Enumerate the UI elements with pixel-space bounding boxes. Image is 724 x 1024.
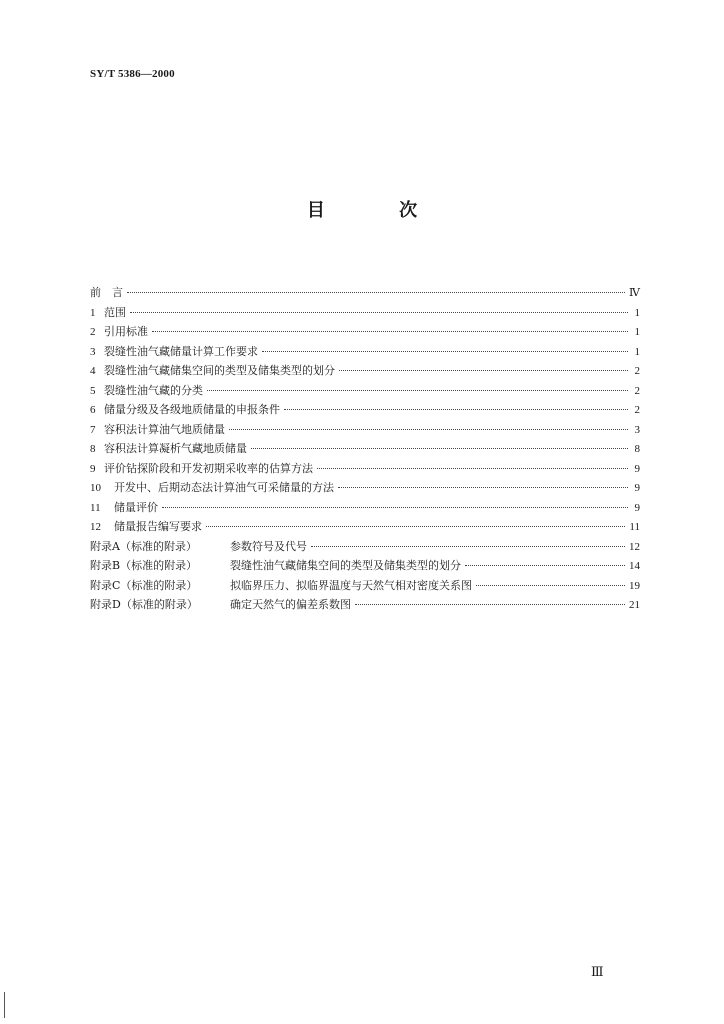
toc-title: 目 次	[306, 200, 452, 221]
appendix-label: 参数符号及代号	[230, 539, 307, 553]
toc-entry-page: 9	[634, 462, 640, 475]
toc-entry-4[interactable]	[90, 361, 640, 381]
toc-entry-number: 5	[90, 384, 96, 397]
dot-leader	[476, 585, 625, 586]
toc-entry-12[interactable]	[90, 517, 640, 537]
toc-entry-number: 1	[90, 306, 96, 319]
toc-entry-label: 引用标准	[104, 325, 148, 338]
toc-entry-number: 3	[90, 345, 96, 358]
appendix-label: 拟临界压力、拟临界温度与天然气相对密度关系图	[230, 578, 472, 592]
toc-entry-number: 9	[90, 462, 96, 475]
toc-appendix-a[interactable]	[90, 537, 640, 557]
toc-entry-number: 6	[90, 404, 96, 416]
toc-entry-page: 9	[634, 501, 640, 514]
toc-entry-label: 裂缝性油气藏的分类	[104, 383, 203, 397]
toc-entry-number: 11	[90, 501, 101, 514]
toc-entry-11[interactable]	[90, 498, 640, 518]
standard-code: SY/T 5386—2000	[90, 68, 175, 80]
dot-leader	[206, 526, 625, 527]
dot-leader	[317, 468, 628, 469]
dot-leader	[207, 390, 628, 391]
toc-entry-number: 12	[90, 521, 101, 533]
toc-entry-page: 1	[634, 306, 640, 319]
toc-entry-label: 储量分级及各级地质储量的申报条件	[104, 403, 280, 416]
dot-leader	[311, 546, 625, 547]
toc-entry-label: 开发中、后期动态法计算油气可采储量的方法	[114, 481, 334, 494]
toc-entry-page: 9	[634, 482, 640, 494]
dot-leader	[465, 565, 625, 566]
toc-entry-label: 评价钻探阶段和开发初期采收率的估算方法	[104, 461, 313, 475]
toc-entry-2[interactable]	[90, 322, 640, 342]
dot-leader	[251, 448, 628, 449]
dot-leader	[338, 487, 628, 488]
toc-entry-9[interactable]	[90, 459, 640, 479]
toc-entry-5[interactable]	[90, 381, 640, 401]
toc-entry-page: 2	[634, 365, 640, 377]
toc-entry-page: 11	[629, 521, 640, 533]
toc-entry-label: 储量报告编写要求	[114, 520, 202, 533]
toc-entry-number: 8	[90, 443, 96, 455]
dot-leader	[284, 409, 628, 410]
toc-entry-7[interactable]	[90, 420, 640, 440]
toc-entry-label: 范围	[104, 305, 126, 319]
toc-appendix-b[interactable]	[90, 556, 640, 576]
toc-entry-number: 2	[90, 326, 96, 338]
toc-entry-page: 3	[634, 423, 640, 436]
toc-entry-page: 1	[634, 345, 640, 358]
toc-entry-number: 4	[90, 365, 96, 377]
toc-entry-number: 10	[90, 482, 101, 494]
appendix-page: 19	[629, 579, 640, 592]
page-number: Ⅲ	[591, 964, 604, 979]
toc-entry-label: 裂缝性油气藏储量计算工作要求	[104, 344, 258, 358]
toc-entry-label: 容积法计算油气地质储量	[104, 422, 225, 436]
toc-entry-1[interactable]	[90, 303, 640, 323]
toc-entry-page: 2	[634, 384, 640, 397]
toc-entry-8[interactable]	[90, 439, 640, 459]
appendix-page: 21	[629, 599, 640, 611]
appendix-page: 12	[629, 540, 640, 553]
toc-entry-label: 容积法计算凝析气藏地质储量	[104, 442, 247, 455]
toc-entry-number: 7	[90, 423, 96, 436]
toc-appendix-d[interactable]	[90, 595, 640, 615]
toc-entry-3[interactable]	[90, 342, 640, 362]
toc-entry-page: Ⅳ	[629, 287, 640, 299]
dot-leader	[262, 351, 628, 352]
dot-leader	[152, 331, 628, 332]
toc-entry-label: 裂缝性油气藏储集空间的类型及储集类型的划分	[104, 364, 335, 377]
toc-entry-page: 1	[634, 326, 640, 338]
dot-leader	[162, 507, 628, 508]
toc-entry-label: 储量评价	[114, 500, 158, 514]
toc-entry-10[interactable]	[90, 478, 640, 498]
appendix-prefix: 附录C（标准的附录）	[90, 578, 198, 592]
appendix-prefix: 附录A（标准的附录）	[90, 539, 197, 553]
dot-leader	[130, 312, 628, 313]
dot-leader	[355, 604, 625, 605]
toc-entry-6[interactable]	[90, 400, 640, 420]
appendix-label: 确定天然气的偏差系数图	[230, 598, 351, 611]
appendix-prefix: 附录D（标准的附录）	[90, 598, 198, 611]
dot-leader	[339, 370, 628, 371]
toc-entry-label: 前 言	[90, 286, 123, 299]
dot-leader	[229, 429, 628, 430]
toc-entry-page: 8	[634, 443, 640, 455]
scan-edge-mark	[4, 992, 5, 1018]
table-of-contents	[90, 283, 640, 615]
toc-entry-page: 2	[634, 404, 640, 416]
dot-leader	[127, 292, 625, 293]
toc-entry-foreword[interactable]	[90, 283, 640, 303]
appendix-prefix: 附录B（标准的附录）	[90, 559, 198, 572]
appendix-page: 14	[629, 560, 640, 572]
toc-appendix-c[interactable]	[90, 576, 640, 596]
appendix-label: 裂缝性油气藏储集空间的类型及储集类型的划分	[230, 559, 461, 572]
